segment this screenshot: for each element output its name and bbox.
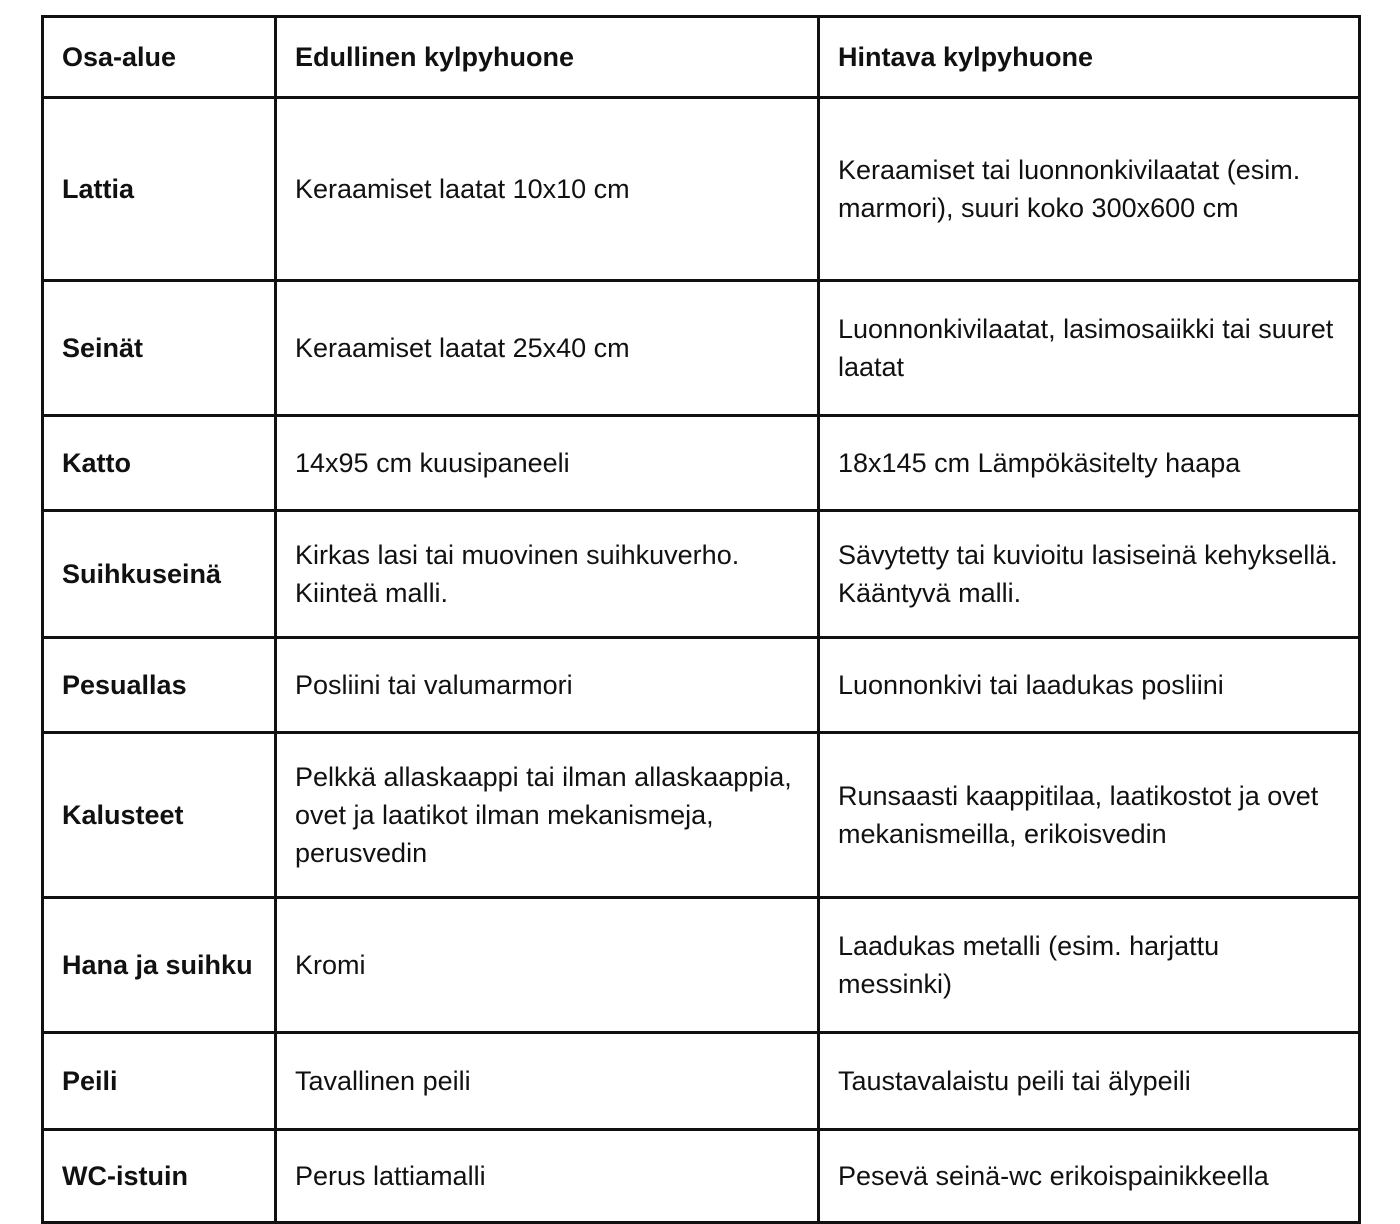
table-row [43, 281, 1360, 416]
cell-pesuallas-premium: Luonnonkivi tai laadukas posliini [819, 638, 1360, 733]
table-body [43, 98, 1360, 1223]
cell-peili-budget: Tavallinen peili [276, 1033, 819, 1130]
row-header-peili: Peili [43, 1033, 276, 1130]
cell-kalusteet-premium: Runsaasti kaappitilaa, laatikostot ja ovet mekanismeilla, erikoisvedin [819, 733, 1360, 898]
row-header-katto: Katto [43, 416, 276, 511]
bathroom-comparison-table [41, 15, 1361, 1224]
cell-hana-budget: Kromi [276, 898, 819, 1033]
cell-wc-premium: Pesevä seinä-wc erikoispainikkeella [819, 1130, 1360, 1223]
cell-wc-budget: Perus lattiamalli [276, 1130, 819, 1223]
table-row [43, 511, 1360, 638]
cell-katto-budget: 14x95 cm kuusipaneeli [276, 416, 819, 511]
cell-peili-premium: Taustavalaistu peili tai älypeili [819, 1033, 1360, 1130]
cell-seinat-budget: Keraamiset laatat 25x40 cm [276, 281, 819, 416]
row-header-hana-ja-suihku: Hana ja suihku [43, 898, 276, 1033]
table-row [43, 1130, 1360, 1223]
row-header-lattia: Lattia [43, 98, 276, 281]
column-header-budget: Edullinen kylpyhuone [276, 17, 819, 98]
cell-katto-premium: 18x145 cm Lämpökäsitelty haapa [819, 416, 1360, 511]
row-header-kalusteet: Kalusteet [43, 733, 276, 898]
cell-suihkuseina-premium: Sävytetty tai kuvioitu lasiseinä kehyksellä. Kääntyvä malli. [819, 511, 1360, 638]
cell-lattia-budget: Keraamiset laatat 10x10 cm [276, 98, 819, 281]
table-row [43, 733, 1360, 898]
comparison-table-wrapper [41, 15, 1358, 1224]
cell-seinat-premium: Luonnonkivilaatat, lasimosaiikki tai suuret laatat [819, 281, 1360, 416]
cell-suihkuseina-budget: Kirkas lasi tai muovinen suihkuverho. Kiinteä malli. [276, 511, 819, 638]
table-header [43, 17, 1360, 98]
row-header-pesuallas: Pesuallas [43, 638, 276, 733]
table-row [43, 416, 1360, 511]
cell-lattia-premium: Keraamiset tai luonnonkivilaatat (esim. marmori), suuri koko 300x600 cm [819, 98, 1360, 281]
cell-kalusteet-budget: Pelkkä allaskaappi tai ilman allaskaappia, ovet ja laatikot ilman mekanismeja, perusvedin [276, 733, 819, 898]
table-row [43, 638, 1360, 733]
table-header-row [43, 17, 1360, 98]
table-row [43, 1033, 1360, 1130]
cell-pesuallas-budget: Posliini tai valumarmori [276, 638, 819, 733]
table-row [43, 98, 1360, 281]
cell-hana-premium: Laadukas metalli (esim. harjattu messinki) [819, 898, 1360, 1033]
column-header-area: Osa-alue [43, 17, 276, 98]
row-header-seinat: Seinät [43, 281, 276, 416]
row-header-suihkuseina: Suihkuseinä [43, 511, 276, 638]
column-header-premium: Hintava kylpyhuone [819, 17, 1360, 98]
table-row [43, 898, 1360, 1033]
row-header-wc-istuin: WC-istuin [43, 1130, 276, 1223]
